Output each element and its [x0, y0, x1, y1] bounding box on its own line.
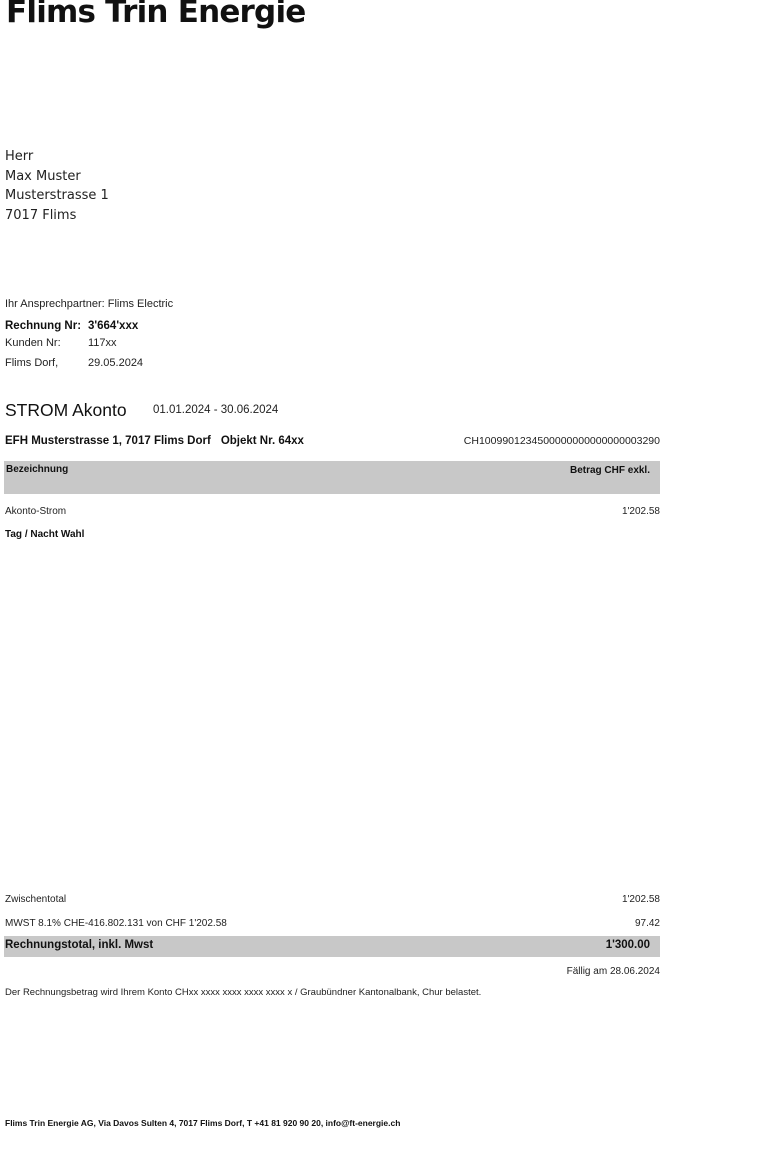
tariff-label: Tag / Nacht Wahl	[5, 529, 85, 540]
company-footer: Flims Trin Energie AG, Via Davos Sulten 4, 7017 Flims Dorf, T +41 81 920 90 20, info@ft-energie.ch	[5, 1118, 401, 1128]
total-row	[4, 936, 660, 957]
recipient-salutation: Herr	[5, 149, 34, 164]
invoice-number-label: Rechnung Nr:	[5, 320, 82, 332]
recipient-name: Max Muster	[5, 168, 81, 184]
column-description: Bezeichnung	[6, 464, 69, 475]
invoice-number-row	[5, 320, 138, 332]
line-item-label: Akonto-Strom	[5, 506, 67, 517]
company-logo: Flims Trin Energie	[6, 0, 306, 30]
object-address: EFH Musterstrasse 1, 7017 Flims Dorf	[5, 435, 211, 447]
total-amount: 1'300.00	[605, 939, 650, 951]
payment-reference: CH1009901234500000000000000003290	[463, 435, 660, 447]
total-label: Rechnungstotal, inkl. Mwst	[5, 939, 154, 951]
object-number: Objekt Nr. 64xx	[220, 435, 304, 447]
due-date: Fällig am 28.06.2024	[566, 966, 660, 977]
table-header	[4, 461, 660, 494]
section-title: STROM Akonto	[5, 400, 127, 420]
contact-person: Ihr Ansprechpartner: Flims Electric	[5, 298, 174, 310]
customer-number-row	[5, 337, 117, 349]
invoice-number: 3'664'xxx	[88, 320, 139, 332]
billing-period: 01.01.2024 - 30.06.2024	[153, 404, 279, 416]
vat-amount: 97.42	[634, 918, 660, 929]
recipient-street: Musterstrasse 1	[5, 188, 109, 203]
recipient-city: 7017 Flims	[5, 207, 77, 223]
subtotal-amount: 1'202.58	[621, 894, 660, 905]
vat-label: MWST 8.1% CHE-416.802.131 von CHF 1'202.58	[5, 918, 227, 929]
object-info	[5, 435, 304, 447]
invoice-date-row	[5, 357, 143, 369]
customer-number: 117xx	[88, 337, 117, 349]
column-amount: Betrag CHF exkl.	[569, 465, 650, 476]
payment-note: Der Rechnungsbetrag wird Ihrem Konto CHxx xxxx xxxx xxxx xxxx x / Graubündner Kantonalbank, Chur belastet.	[5, 987, 482, 998]
customer-number-label: Kunden Nr:	[5, 337, 61, 349]
invoice-date: 29.05.2024	[88, 357, 144, 369]
line-item-amount: 1'202.58	[621, 506, 660, 517]
subtotal-label: Zwischentotal	[5, 894, 67, 905]
invoice-place-label: Flims Dorf,	[5, 357, 59, 369]
recipient-address	[5, 147, 109, 225]
